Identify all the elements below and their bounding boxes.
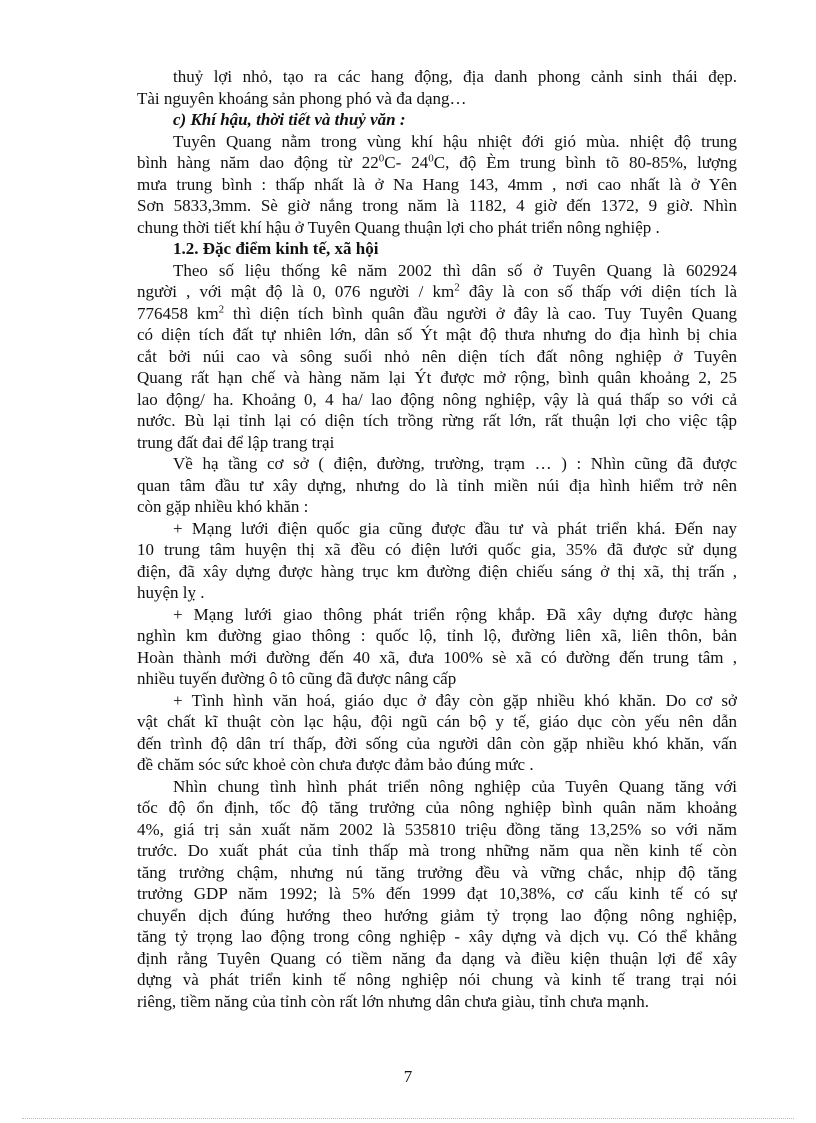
text-line: điện, đã xây dựng được hàng trục km đường điện chiếu sáng ở thị xã, thị trấn , (137, 561, 737, 581)
text-line: 4%, giá trị sản xuất năm 2002 là 535810 triệu đồng tăng 13,25% so với năm (137, 819, 737, 839)
text-run: đây là con số thấp với diện tích là (459, 282, 737, 301)
superscript: 2 (218, 302, 225, 315)
text-line: vật chất kĩ thuật còn lạc hậu, đội ngũ cán bộ y tế, giáo dục còn yếu nên dẫn (137, 712, 737, 731)
text-line: trước. Do xuất phát của tỉnh thấp mà trong những năm qua nền kinh tế còn (137, 841, 737, 860)
text-line: nhiều tuyến đường ô tô cũng đã được nâng cấp (137, 669, 457, 688)
text-line: tăng tỷ trọng lao động trong công nghiệp - xây dựng và dịch vụ. Có thể khẳng (137, 927, 737, 946)
text-line: tăng trưởng chậm, nhưng nú tăng trưởng đều và vững chắc, nhịp độ tăng (137, 862, 737, 882)
text-line: trưởng GDP năm 1992; là 5% đến 1999 đạt 10,38%, cơ cấu kinh tế có sự (137, 884, 737, 903)
text-line: Tuyên Quang nằm trong vùng khí hậu nhiệt đới gió mùa. nhiệt độ trung (173, 131, 737, 151)
footer-divider (22, 1118, 794, 1119)
text-line: quan tâm đầu tư xây dựng, nhưng do là tỉnh miền núi địa hình hiểm trở nên (137, 475, 737, 495)
text-run: thì diện tích bình quân đầu người ở đây là cao. Tuy Tuyên Quang (224, 303, 737, 323)
text-line: chung thời tiết khí hậu ở Tuyên Quang thuận lợi cho phát triển nông nghiệp . (137, 217, 660, 237)
text-line: Hoàn thành mới đường đến 40 xã, đưa 100% sè xã có đường đến trung tâm , (137, 647, 737, 667)
superscript: 2 (454, 281, 460, 294)
text-line: trung đất đai để lập trang trại (137, 432, 335, 452)
superscript: 0 (378, 152, 385, 165)
text-line: + Tình hình văn hoá, giáo dục ở đây còn gặp nhiều khó khăn. Do cơ sở (173, 690, 737, 710)
text-line (137, 152, 737, 174)
text-line: nước. Bù lại tỉnh lại có diện tích trồng rừng rất lớn, rất thuận lợi cho việc tập (137, 411, 737, 430)
document-body (137, 66, 737, 1012)
text-line: Sơn 5833,3mm. Sè giờ nắng trong năm là 1182, 4 giờ đến 1372, 9 giờ. Nhìn (137, 196, 737, 215)
text-line: nghìn km đường giao thông : quốc lộ, tỉnh lộ, đường liên xã, liên thôn, bản (137, 626, 737, 645)
text-line: riêng, tiềm năng của tỉnh còn rất lớn nhưng dân chưa giàu, tỉnh chưa mạnh. (137, 991, 650, 1011)
text-line: tốc độ ổn định, tốc độ tăng trưởng của nông nghiệp bình quân năm khoảng (137, 798, 737, 817)
text-line: dựng và phát triển kinh tế nông nghiệp nói chung và kinh tế trang trại nói (137, 970, 737, 989)
text-run: bình hàng năm dao động từ 22 (137, 153, 379, 172)
text-line: Về hạ tầng cơ sở ( điện, đường, trường, trạm … ) : Nhìn cũng đã được (173, 454, 737, 473)
text-line: chuyển dịch đúng hướng theo hướng giảm tỷ trọng lao động nông nghiệp, (137, 905, 737, 925)
text-line (137, 303, 737, 325)
text-run: người , với mật độ là 0, 076 người / km (137, 282, 455, 301)
text-line (137, 281, 737, 303)
text-line: định rằng Tuyên Quang có tiềm năng đa dạng và điều kiện thuận lợi để xây (137, 948, 737, 968)
text-run: C- 24 (384, 153, 429, 172)
text-line: Nhìn chung tình hình phát triển nông nghiệp của Tuyên Quang tăng với (173, 776, 737, 796)
text-line: Quang rất hạn chế và hàng năm lại Ýt được mở rộng, bình quân khoảng 2, 25 (137, 368, 737, 387)
text-line: huyện lỵ . (137, 583, 205, 602)
text-line: + Mạng lưới giao thông phát triển rộng khắp. Đã xây dựng được hàng (173, 604, 737, 624)
section-heading-climate: c) Khí hậu, thời tiết và thuỷ văn : (173, 110, 406, 129)
text-run: 776458 km (137, 303, 219, 323)
text-line: Theo số liệu thống kê năm 2002 thì dân số ở Tuyên Quang là 602924 (173, 260, 737, 280)
text-line: đề chăm sóc sức khoẻ còn chưa được đảm bảo đúng mức . (137, 755, 534, 774)
text-line: cắt bởi núi cao và sông suối nhỏ nên diện tích đất nông nghiệp ở Tuyên (137, 346, 737, 366)
text-line: mưa trung bình : thấp nhất là ở Na Hang 143, 4mm , nơi cao nhất là ở Yên (137, 174, 737, 194)
text-line: 10 trung tâm huyện thị xã đều có điện lưới quốc gia, 35% đã được sử dụng (137, 540, 737, 559)
text-line: + Mạng lưới điện quốc gia cũng được đầu tư và phát triển khá. Đến nay (173, 518, 737, 538)
page-number: 7 (403, 1067, 413, 1086)
section-heading-economy: 1.2. Đặc điểm kinh tế, xã hội (173, 239, 379, 258)
text-line: thuỷ lợi nhỏ, tạo ra các hang động, địa danh phong cảnh sinh thái đẹp. (173, 67, 737, 86)
text-line: còn gặp nhiều khó khăn : (137, 497, 309, 516)
text-line: lao động/ ha. Khoảng 0, 4 ha/ lao động nông nghiệp, vậy là quá thấp so với cả (137, 389, 737, 409)
text-line: Tài nguyên khoáng sản phong phó và đa dạng… (137, 88, 467, 108)
text-run: C, độ Èm trung bình tõ 80-85%, lượng (433, 153, 737, 172)
text-line: đến trình độ dân trí thấp, đời sống của người dân còn gặp nhiều khó khăn, vấn (137, 733, 737, 753)
text-line: có diện tích đất tự nhiên lớn, dân số Ýt mật độ thưa nhưng do địa hình bị chia (137, 325, 737, 344)
superscript: 0 (428, 152, 434, 165)
